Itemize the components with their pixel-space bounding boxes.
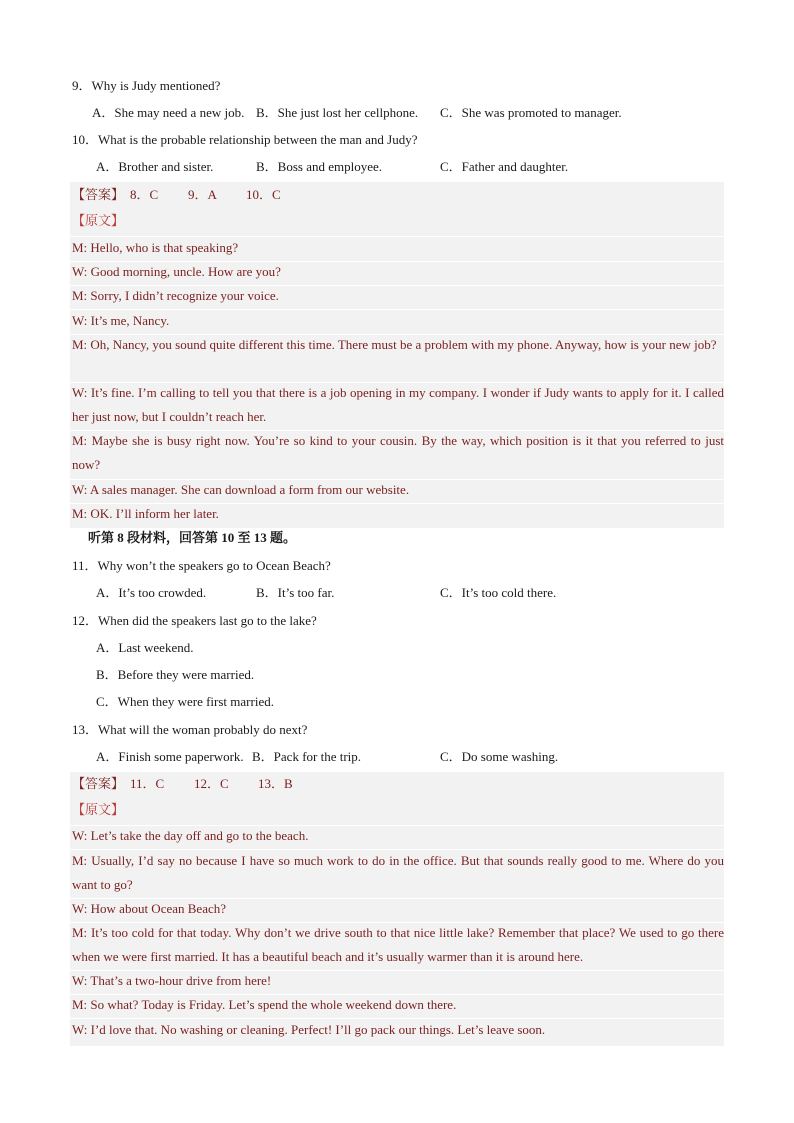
question-9-option-c: C．She was promoted to manager. bbox=[440, 105, 622, 120]
question-9-option-b: B．She just lost her cellphone. bbox=[256, 105, 419, 120]
transcript-line: W: Let’s take the day off and go to the beach. bbox=[72, 828, 309, 843]
answer-line-1 bbox=[72, 186, 724, 204]
question-13-stem: 13．What will the woman probably do next? bbox=[72, 722, 308, 737]
divider bbox=[70, 236, 724, 237]
divider bbox=[70, 261, 724, 262]
answer-key: 10．C bbox=[246, 187, 281, 202]
transcript-line: W: That’s a two-hour drive from here! bbox=[72, 973, 272, 988]
transcript-line: M: Oh, Nancy, you sound quite different this time. There must be a problem with my phone. Anyway, how is your new job? bbox=[72, 337, 717, 352]
answer-key: 8．C bbox=[130, 187, 159, 202]
question-9-option-a: A．She may need a new job. bbox=[92, 105, 245, 120]
question-11-option-b: B．It’s too far. bbox=[256, 585, 335, 600]
answer-label: 【答案】 bbox=[72, 776, 125, 791]
transcript-line: W: It’s fine. I’m calling to tell you that there is a job opening in my company. I wonder if Judy wants to apply for it. I called her just now, but I couldn’t reach her. bbox=[72, 385, 724, 424]
divider bbox=[70, 479, 724, 480]
question-11-option-c: C．It’s too cold there. bbox=[440, 585, 557, 600]
transcript-line: W: I’d love that. No washing or cleaning. Perfect! I’ll go pack our things. Let’s leave soon. bbox=[72, 1022, 546, 1037]
question-10-option-b: B．Boss and employee. bbox=[256, 159, 383, 174]
divider bbox=[70, 309, 724, 310]
transcript-line: W: It’s me, Nancy. bbox=[72, 313, 170, 328]
transcript-line: W: How about Ocean Beach? bbox=[72, 901, 227, 916]
divider bbox=[70, 825, 724, 826]
answer-block-2 bbox=[70, 772, 724, 1046]
question-10-option-a: A．Brother and sister. bbox=[96, 159, 214, 174]
transcript-line: M: Hello, who is that speaking? bbox=[72, 240, 239, 255]
transcript-line: M: So what? Today is Friday. Let’s spend the whole weekend down there. bbox=[72, 997, 457, 1012]
answer-key: 13．B bbox=[258, 776, 293, 791]
question-13-options bbox=[96, 748, 696, 766]
answer-line-2 bbox=[72, 775, 724, 793]
divider bbox=[70, 898, 724, 899]
question-12-option-b: B．Before they were married. bbox=[96, 667, 255, 682]
divider bbox=[70, 970, 724, 971]
question-10-stem: 10．What is the probable relationship between the man and Judy? bbox=[72, 132, 418, 147]
answer-label: 【答案】 bbox=[72, 187, 125, 202]
section-heading: 听第 8 段材料，回答第 10 至 13 题。 bbox=[88, 530, 297, 545]
question-13-option-c: C．Do some washing. bbox=[440, 749, 559, 764]
transcript-line: M: Usually, I’d say no because I have so much work to do in the office. But that sounds really good to me. Where do you want to go? bbox=[72, 853, 724, 892]
question-11-option-a: A．It’s too crowded. bbox=[96, 585, 207, 600]
answer-key: 12．C bbox=[194, 776, 229, 791]
answer-key: 11．C bbox=[130, 776, 165, 791]
transcript-line: W: Good morning, uncle. How are you? bbox=[72, 264, 281, 279]
transcript-line: W: A sales manager. She can download a form from our website. bbox=[72, 482, 410, 497]
question-12-stem: 12．When did the speakers last go to the lake? bbox=[72, 613, 317, 628]
transcript-line: M: It’s too cold for that today. Why don’t we drive south to that nice little lake? Remember that place? We used to go there when we were first married. It has a beautiful beach and it’s usually warmer than it is around here. bbox=[72, 925, 724, 964]
divider bbox=[70, 994, 724, 995]
question-12-option-a: A．Last weekend. bbox=[96, 640, 194, 655]
transcript-line: M: OK. I’ll inform her later. bbox=[72, 506, 219, 521]
question-9-options bbox=[92, 104, 696, 122]
question-10-options bbox=[96, 158, 696, 176]
answer-key: 9．A bbox=[188, 187, 217, 202]
question-13-option-a: A．Finish some paperwork. bbox=[96, 749, 244, 764]
question-11-stem: 11．Why won’t the speakers go to Ocean Beach? bbox=[72, 558, 331, 573]
answer-block-1 bbox=[70, 182, 724, 528]
transcript-line: M: Maybe she is busy right now. You’re so kind to your cousin. By the way, which position is it that you referred to just now? bbox=[72, 433, 724, 472]
question-10-option-c: C．Father and daughter. bbox=[440, 159, 569, 174]
transcript-label: 【原文】 bbox=[72, 802, 125, 817]
transcript-label: 【原文】 bbox=[72, 213, 125, 228]
divider bbox=[70, 285, 724, 286]
question-11-options bbox=[96, 584, 696, 602]
divider bbox=[70, 503, 724, 504]
question-9-stem: 9．Why is Judy mentioned? bbox=[72, 78, 221, 93]
question-12-option-c: C．When they were first married. bbox=[96, 694, 274, 709]
divider bbox=[70, 1018, 724, 1019]
question-13-option-b: B．Pack for the trip. bbox=[252, 749, 362, 764]
transcript-line: M: Sorry, I didn’t recognize your voice. bbox=[72, 288, 279, 303]
